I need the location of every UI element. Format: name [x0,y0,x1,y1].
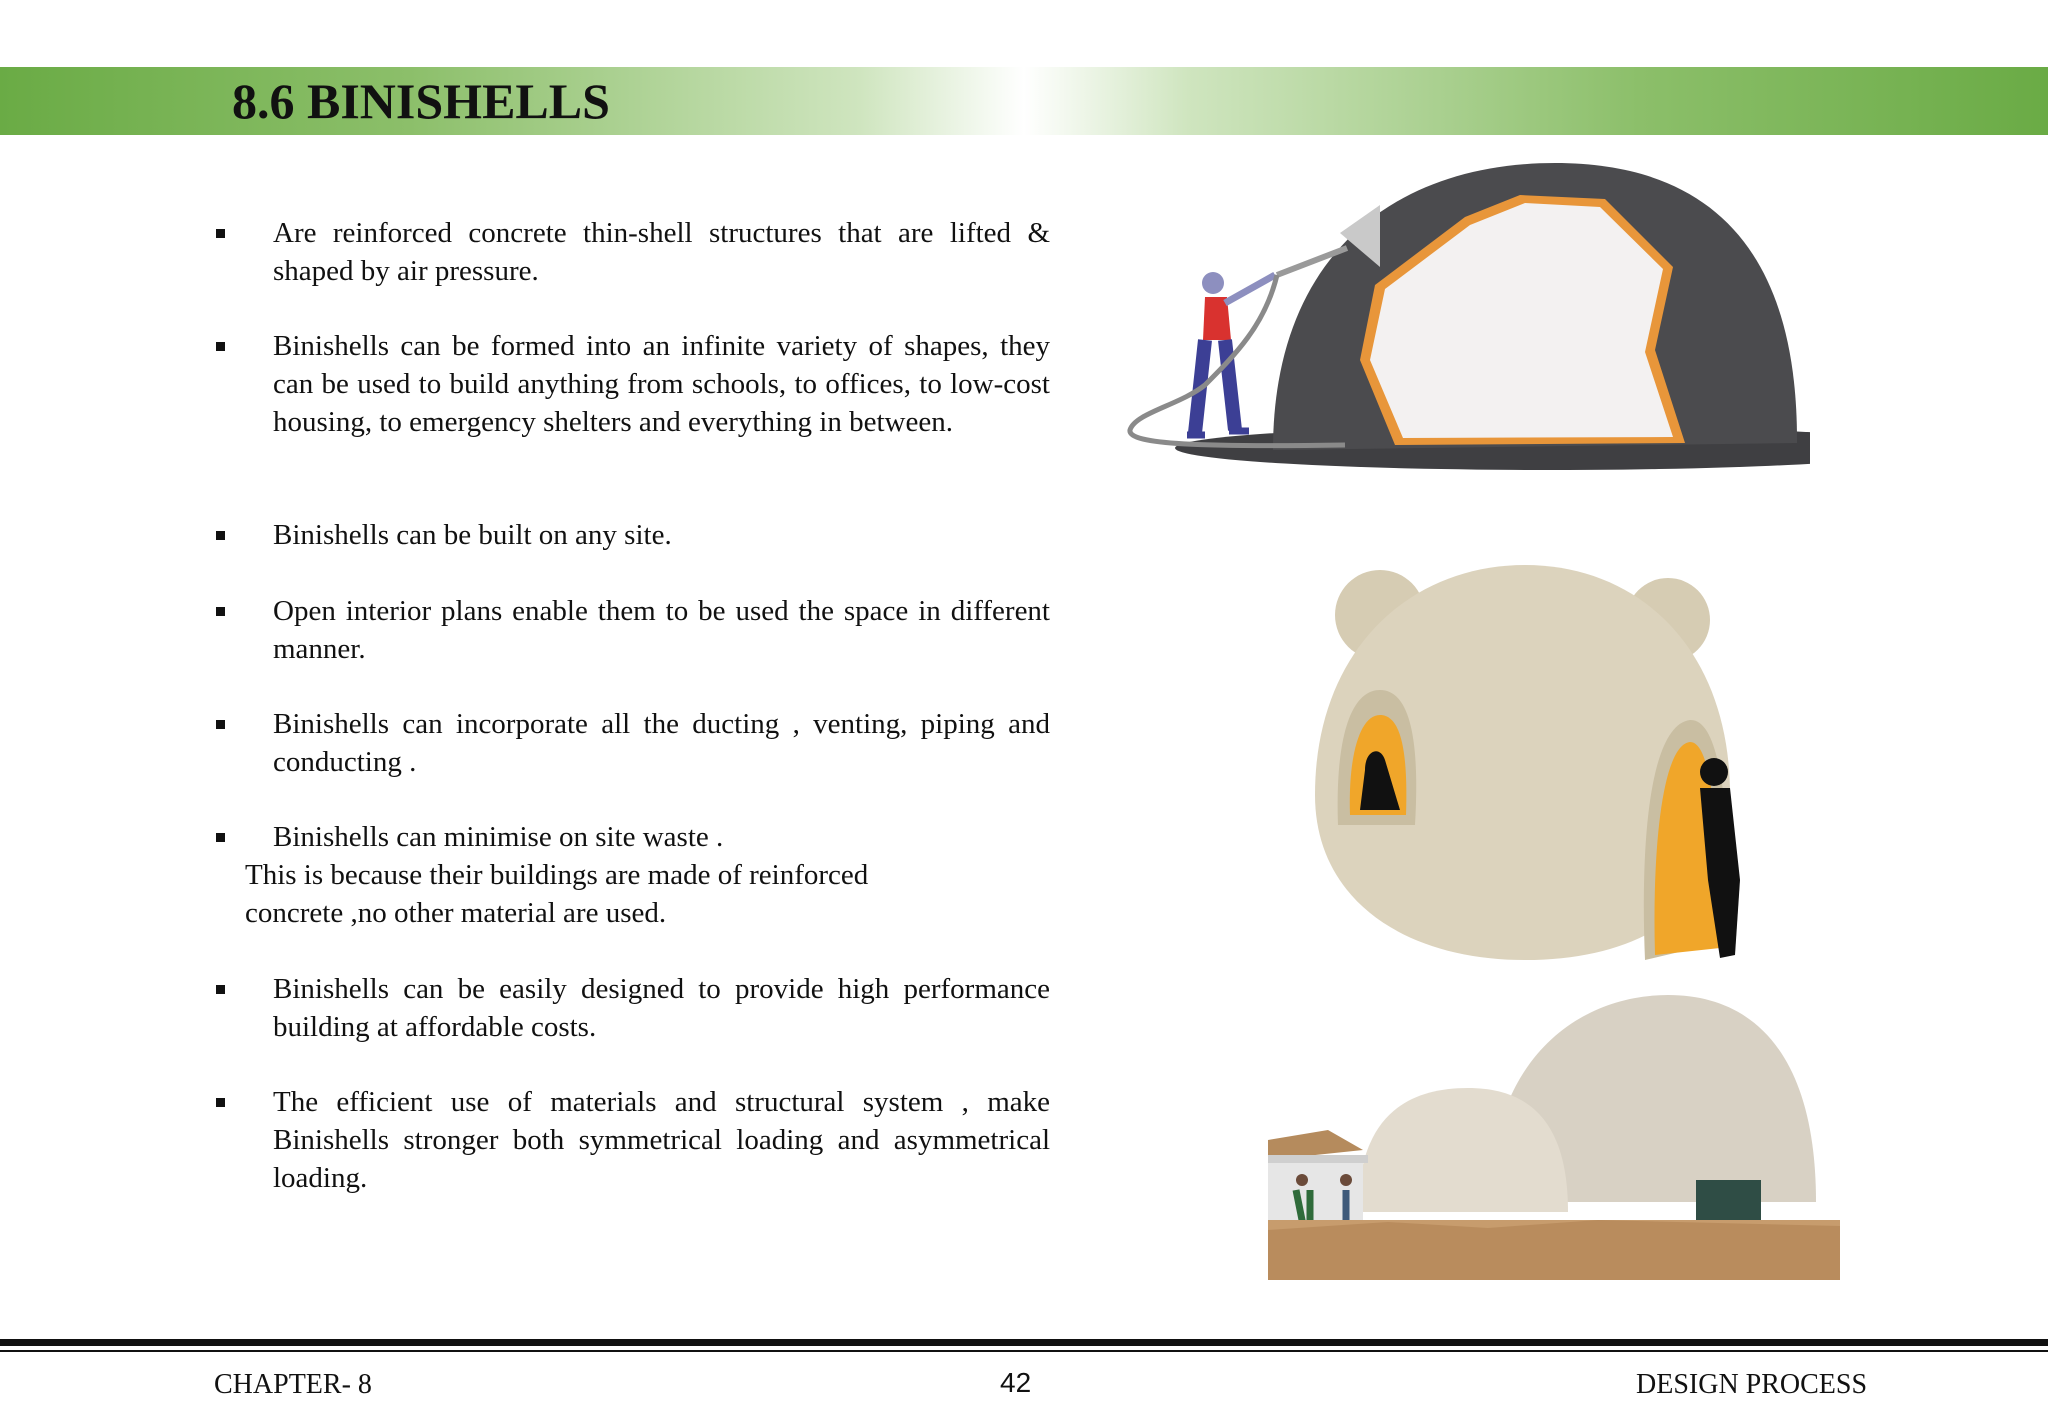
bullet-item [210,516,1050,554]
bullet-text: Binishells can be formed into an infinite variety of shapes, they can be used to build anything from schools, to offices, to low-cost housing, to emergency shelters and everything in between. [273,330,1050,438]
bullet-item [210,214,1050,290]
footer-chapter: CHAPTER- 8 [214,1369,372,1400]
bullet-square-icon [216,607,225,616]
binishell-construction-photo [1268,990,1840,1280]
binishell-dome-house-render [1310,560,1740,965]
bullet-text: Open interior plans enable them to be used the space in different manner. [273,595,1050,665]
bullet-text: Binishells can incorporate all the ducting , venting, piping and conducting . [273,708,1050,778]
bullet-note: This is because their buildings are made of reinforced concrete ,no other material are used. [245,859,869,929]
bullet-item [210,1083,1050,1197]
footer-divider [0,1339,2048,1346]
footer-section: DESIGN PROCESS [1636,1369,1868,1400]
bullet-square-icon [216,720,225,729]
bullet-square-icon [216,985,225,994]
bullet-square-icon [216,833,225,842]
page-title: 8.6 BINISHELLS [232,73,610,129]
bullet-item [210,705,1050,781]
bullet-item [210,592,1050,668]
bullet-square-icon [216,531,225,540]
bullet-text: Binishells can minimise on site waste . [273,821,724,853]
bullet-square-icon [216,229,225,238]
bullet-square-icon [216,1098,225,1107]
bullet-text: Binishells can be built on any site. [273,519,672,551]
bullet-text: Are reinforced concrete thin-shell structures that are lifted & shaped by air pressure. [273,217,1050,287]
bullet-text: Binishells can be easily designed to provide high performance building at affordable costs. [273,973,1050,1043]
binishell-spraying-diagram [1125,155,1810,485]
bullet-square-icon [216,342,225,351]
bullet-item [210,818,1050,932]
page-number: 42 [1000,1367,1032,1398]
bullet-text: The efficient use of materials and structural system , make Binishells stronger both symmetrical loading and asymmetrical loading. [273,1086,1050,1194]
footer-divider-thin [0,1350,2048,1352]
bullet-item [210,327,1050,441]
bullet-item [210,970,1050,1046]
